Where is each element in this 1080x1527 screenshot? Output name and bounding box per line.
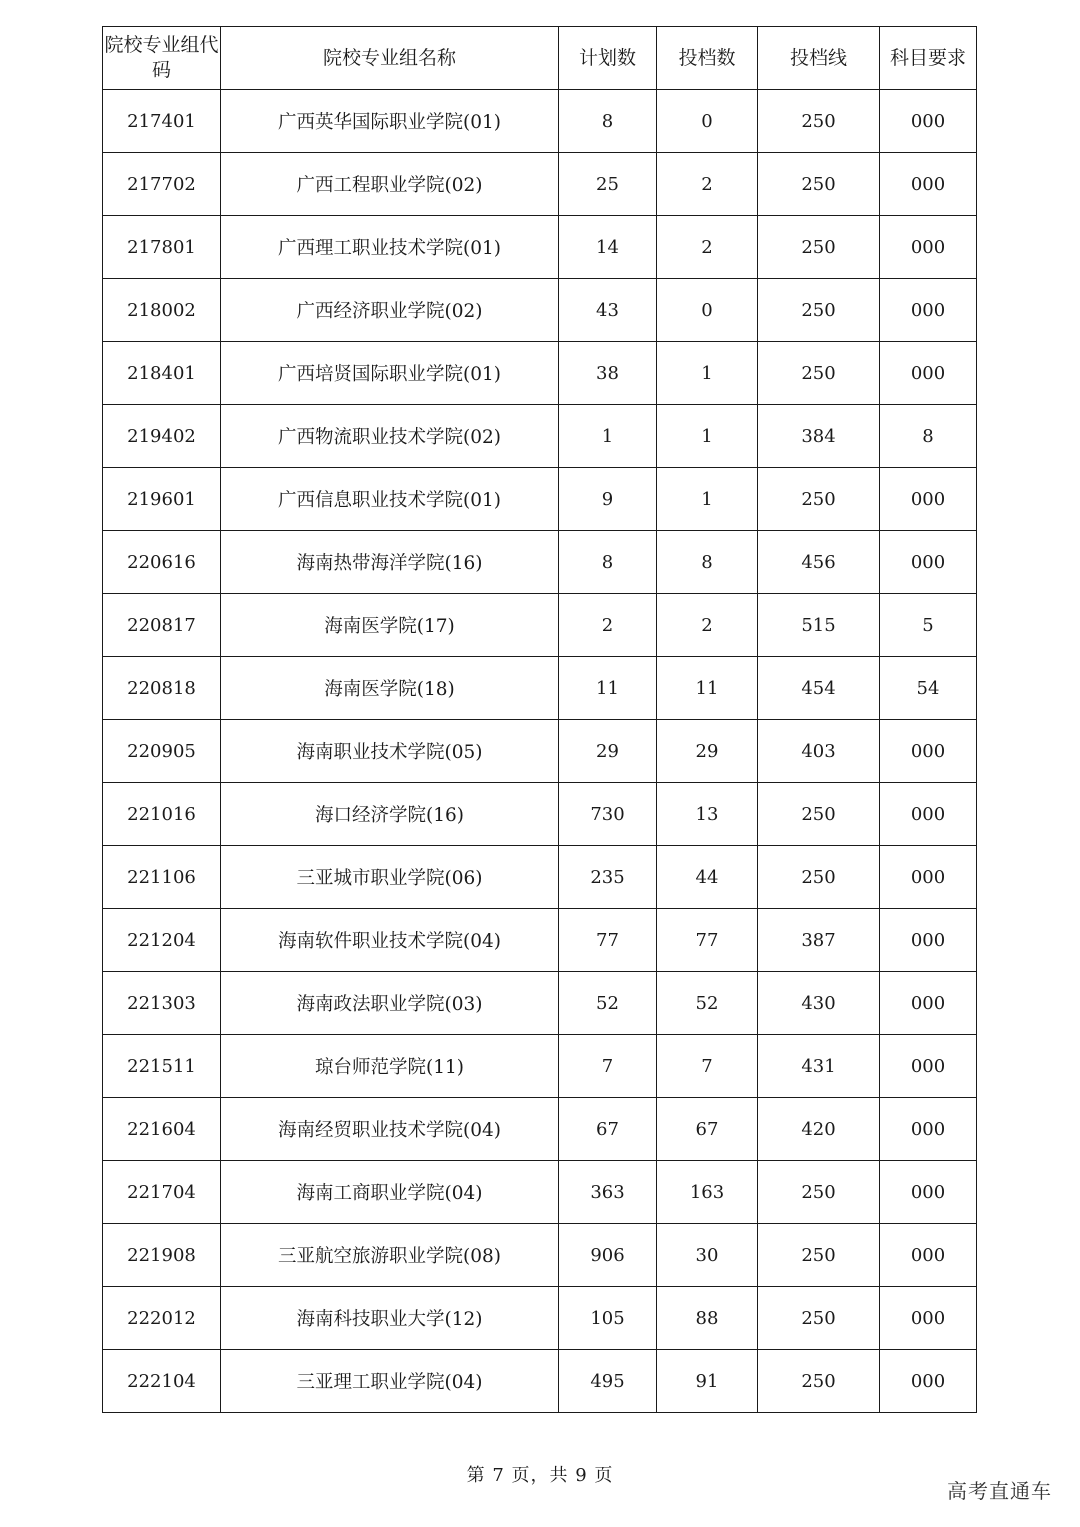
cell-name: 琼台师范学院(11) bbox=[221, 1035, 559, 1098]
table-row bbox=[103, 1161, 977, 1224]
cell-cutoff: 430 bbox=[758, 972, 880, 1035]
cell-code: 218002 bbox=[103, 279, 221, 342]
cell-submitted: 11 bbox=[657, 657, 758, 720]
cell-name: 海南经贸职业技术学院(04) bbox=[221, 1098, 559, 1161]
admissions-table bbox=[102, 26, 977, 1413]
table-row bbox=[103, 720, 977, 783]
cell-subject: 000 bbox=[880, 153, 977, 216]
cell-plan: 363 bbox=[559, 1161, 657, 1224]
table-row bbox=[103, 468, 977, 531]
cell-cutoff: 403 bbox=[758, 720, 880, 783]
cell-code: 220905 bbox=[103, 720, 221, 783]
table-row bbox=[103, 405, 977, 468]
header-name: 院校专业组名称 bbox=[221, 27, 559, 90]
cell-plan: 495 bbox=[559, 1350, 657, 1413]
cell-plan: 11 bbox=[559, 657, 657, 720]
cell-code: 217401 bbox=[103, 90, 221, 153]
cell-code: 221511 bbox=[103, 1035, 221, 1098]
cell-code: 221704 bbox=[103, 1161, 221, 1224]
cell-cutoff: 250 bbox=[758, 216, 880, 279]
cell-code: 217801 bbox=[103, 216, 221, 279]
cell-submitted: 1 bbox=[657, 468, 758, 531]
cell-cutoff: 431 bbox=[758, 1035, 880, 1098]
cell-submitted: 7 bbox=[657, 1035, 758, 1098]
cell-cutoff: 250 bbox=[758, 846, 880, 909]
table-row bbox=[103, 279, 977, 342]
cell-subject: 5 bbox=[880, 594, 977, 657]
cell-submitted: 8 bbox=[657, 531, 758, 594]
cell-code: 221204 bbox=[103, 909, 221, 972]
table-row bbox=[103, 342, 977, 405]
cell-submitted: 2 bbox=[657, 216, 758, 279]
cell-submitted: 163 bbox=[657, 1161, 758, 1224]
cell-cutoff: 387 bbox=[758, 909, 880, 972]
cell-subject: 000 bbox=[880, 1350, 977, 1413]
cell-cutoff: 250 bbox=[758, 1224, 880, 1287]
cell-name: 广西物流职业技术学院(02) bbox=[221, 405, 559, 468]
cell-plan: 1 bbox=[559, 405, 657, 468]
cell-cutoff: 250 bbox=[758, 153, 880, 216]
header-submitted: 投档数 bbox=[657, 27, 758, 90]
cell-code: 221106 bbox=[103, 846, 221, 909]
cell-submitted: 77 bbox=[657, 909, 758, 972]
cell-code: 221303 bbox=[103, 972, 221, 1035]
cell-code: 221016 bbox=[103, 783, 221, 846]
header-plan: 计划数 bbox=[559, 27, 657, 90]
cell-plan: 9 bbox=[559, 468, 657, 531]
cell-subject: 000 bbox=[880, 972, 977, 1035]
header-subject: 科目要求 bbox=[880, 27, 977, 90]
cell-subject: 000 bbox=[880, 909, 977, 972]
cell-name: 海南工商职业学院(04) bbox=[221, 1161, 559, 1224]
cell-name: 海南科技职业大学(12) bbox=[221, 1287, 559, 1350]
cell-cutoff: 250 bbox=[758, 342, 880, 405]
table-row bbox=[103, 90, 977, 153]
cell-subject: 000 bbox=[880, 846, 977, 909]
cell-submitted: 13 bbox=[657, 783, 758, 846]
cell-code: 217702 bbox=[103, 153, 221, 216]
cell-plan: 52 bbox=[559, 972, 657, 1035]
table-row bbox=[103, 846, 977, 909]
cell-subject: 54 bbox=[880, 657, 977, 720]
table-row bbox=[103, 531, 977, 594]
cell-plan: 8 bbox=[559, 90, 657, 153]
cell-subject: 000 bbox=[880, 1224, 977, 1287]
cell-plan: 906 bbox=[559, 1224, 657, 1287]
table-row bbox=[103, 972, 977, 1035]
cell-cutoff: 454 bbox=[758, 657, 880, 720]
cell-cutoff: 420 bbox=[758, 1098, 880, 1161]
cell-plan: 7 bbox=[559, 1035, 657, 1098]
table-row bbox=[103, 216, 977, 279]
cell-name: 海南医学院(17) bbox=[221, 594, 559, 657]
table-row bbox=[103, 783, 977, 846]
cell-submitted: 88 bbox=[657, 1287, 758, 1350]
cell-name: 三亚航空旅游职业学院(08) bbox=[221, 1224, 559, 1287]
cell-name: 广西英华国际职业学院(01) bbox=[221, 90, 559, 153]
cell-code: 221908 bbox=[103, 1224, 221, 1287]
cell-subject: 000 bbox=[880, 279, 977, 342]
cell-cutoff: 250 bbox=[758, 1287, 880, 1350]
table-row bbox=[103, 594, 977, 657]
cell-cutoff: 250 bbox=[758, 468, 880, 531]
cell-subject: 000 bbox=[880, 531, 977, 594]
cell-submitted: 91 bbox=[657, 1350, 758, 1413]
table-row bbox=[103, 153, 977, 216]
cell-code: 221604 bbox=[103, 1098, 221, 1161]
table-row bbox=[103, 1224, 977, 1287]
cell-plan: 29 bbox=[559, 720, 657, 783]
table-row bbox=[103, 909, 977, 972]
cell-name: 海南医学院(18) bbox=[221, 657, 559, 720]
cell-code: 222012 bbox=[103, 1287, 221, 1350]
cell-name: 海南热带海洋学院(16) bbox=[221, 531, 559, 594]
cell-submitted: 44 bbox=[657, 846, 758, 909]
cell-subject: 000 bbox=[880, 216, 977, 279]
table-row bbox=[103, 657, 977, 720]
cell-submitted: 0 bbox=[657, 90, 758, 153]
cell-code: 218401 bbox=[103, 342, 221, 405]
cell-submitted: 29 bbox=[657, 720, 758, 783]
cell-plan: 730 bbox=[559, 783, 657, 846]
cell-code: 220818 bbox=[103, 657, 221, 720]
cell-name: 广西工程职业学院(02) bbox=[221, 153, 559, 216]
cell-plan: 105 bbox=[559, 1287, 657, 1350]
cell-submitted: 52 bbox=[657, 972, 758, 1035]
cell-subject: 000 bbox=[880, 720, 977, 783]
table-header-row bbox=[103, 27, 977, 90]
cell-subject: 000 bbox=[880, 1287, 977, 1350]
cell-cutoff: 456 bbox=[758, 531, 880, 594]
cell-code: 219601 bbox=[103, 468, 221, 531]
cell-cutoff: 250 bbox=[758, 783, 880, 846]
cell-plan: 77 bbox=[559, 909, 657, 972]
cell-submitted: 30 bbox=[657, 1224, 758, 1287]
cell-code: 220616 bbox=[103, 531, 221, 594]
cell-subject: 000 bbox=[880, 783, 977, 846]
cell-subject: 000 bbox=[880, 468, 977, 531]
header-cutoff: 投档线 bbox=[758, 27, 880, 90]
cell-plan: 25 bbox=[559, 153, 657, 216]
cell-subject: 000 bbox=[880, 90, 977, 153]
cell-code: 220817 bbox=[103, 594, 221, 657]
watermark-text: 高考直通车 bbox=[947, 1479, 1052, 1503]
table-row bbox=[103, 1350, 977, 1413]
header-code: 院校专业组代码 bbox=[103, 27, 221, 90]
cell-name: 广西信息职业技术学院(01) bbox=[221, 468, 559, 531]
cell-submitted: 0 bbox=[657, 279, 758, 342]
cell-submitted: 2 bbox=[657, 594, 758, 657]
cell-submitted: 1 bbox=[657, 405, 758, 468]
cell-name: 广西培贤国际职业学院(01) bbox=[221, 342, 559, 405]
table-row bbox=[103, 1287, 977, 1350]
cell-plan: 43 bbox=[559, 279, 657, 342]
cell-code: 219402 bbox=[103, 405, 221, 468]
table-row bbox=[103, 1098, 977, 1161]
cell-name: 三亚城市职业学院(06) bbox=[221, 846, 559, 909]
cell-cutoff: 250 bbox=[758, 1350, 880, 1413]
cell-plan: 14 bbox=[559, 216, 657, 279]
cell-name: 海南软件职业技术学院(04) bbox=[221, 909, 559, 972]
cell-name: 海南职业技术学院(05) bbox=[221, 720, 559, 783]
cell-subject: 000 bbox=[880, 342, 977, 405]
cell-submitted: 2 bbox=[657, 153, 758, 216]
cell-name: 广西理工职业技术学院(01) bbox=[221, 216, 559, 279]
cell-name: 广西经济职业学院(02) bbox=[221, 279, 559, 342]
cell-subject: 000 bbox=[880, 1161, 977, 1224]
cell-subject: 000 bbox=[880, 1098, 977, 1161]
table-body bbox=[103, 90, 977, 1413]
cell-cutoff: 250 bbox=[758, 90, 880, 153]
table-row bbox=[103, 1035, 977, 1098]
cell-plan: 235 bbox=[559, 846, 657, 909]
cell-cutoff: 384 bbox=[758, 405, 880, 468]
cell-submitted: 1 bbox=[657, 342, 758, 405]
cell-name: 海南政法职业学院(03) bbox=[221, 972, 559, 1035]
cell-code: 222104 bbox=[103, 1350, 221, 1413]
cell-subject: 8 bbox=[880, 405, 977, 468]
cell-plan: 67 bbox=[559, 1098, 657, 1161]
cell-cutoff: 515 bbox=[758, 594, 880, 657]
cell-name: 海口经济学院(16) bbox=[221, 783, 559, 846]
cell-name: 三亚理工职业学院(04) bbox=[221, 1350, 559, 1413]
cell-plan: 8 bbox=[559, 531, 657, 594]
cell-plan: 2 bbox=[559, 594, 657, 657]
cell-plan: 38 bbox=[559, 342, 657, 405]
cell-submitted: 67 bbox=[657, 1098, 758, 1161]
page-number: 第 7 页，共 9 页 bbox=[466, 1465, 614, 1486]
cell-cutoff: 250 bbox=[758, 279, 880, 342]
cell-cutoff: 250 bbox=[758, 1161, 880, 1224]
cell-subject: 000 bbox=[880, 1035, 977, 1098]
